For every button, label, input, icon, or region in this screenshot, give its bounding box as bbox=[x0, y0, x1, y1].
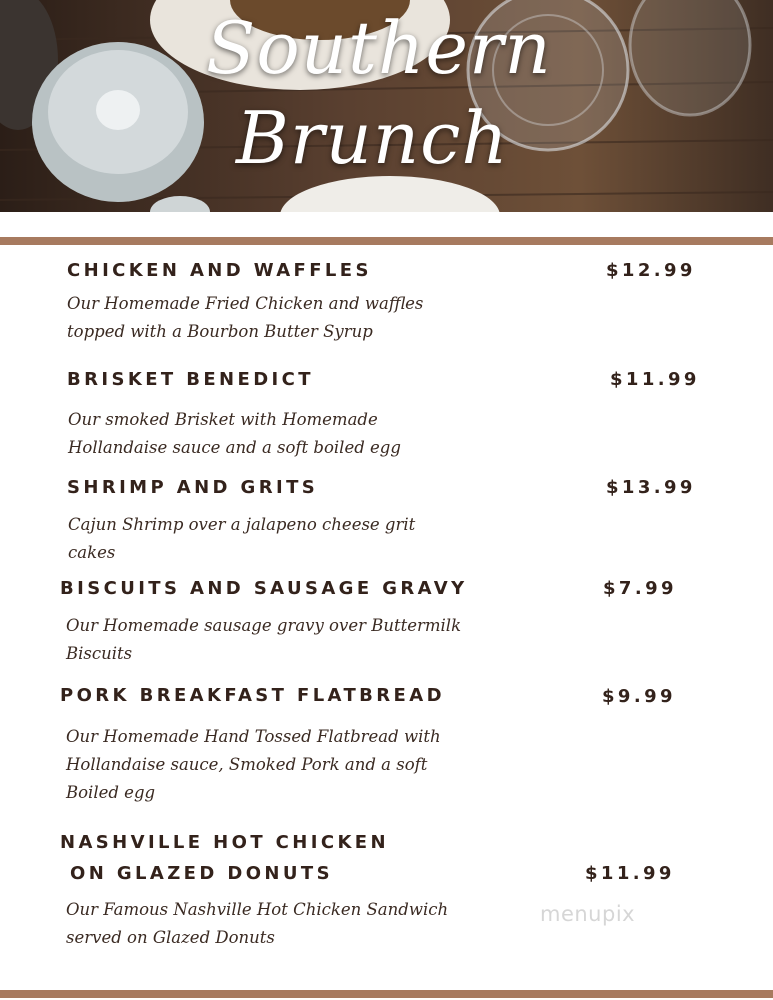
item-description-line: topped with a Bourbon Butter Syrup bbox=[67, 322, 373, 341]
title-line-2: Brunch bbox=[236, 96, 509, 180]
item-price: $13.99 bbox=[606, 477, 696, 498]
item-name: SHRIMP AND GRITS bbox=[67, 477, 319, 498]
item-price: $7.99 bbox=[603, 578, 677, 599]
item-description-line: Biscuits bbox=[66, 644, 133, 663]
item-description-line: Our Homemade Hand Tossed Flatbread with bbox=[66, 727, 441, 746]
bottom-divider bbox=[0, 990, 773, 998]
top-divider bbox=[0, 237, 773, 245]
item-name-line: NASHVILLE HOT CHICKEN bbox=[60, 832, 389, 853]
item-name: BRISKET BENEDICT bbox=[67, 369, 314, 390]
watermark: menupix bbox=[540, 902, 636, 926]
item-description-line: Hollandaise sauce, Smoked Pork and a soft bbox=[66, 755, 428, 774]
item-description-line: Our Homemade Fried Chicken and waffles bbox=[67, 294, 424, 313]
item-description-line: Hollandaise sauce and a soft boiled egg bbox=[68, 438, 401, 457]
item-name-line: ON GLAZED DONUTS bbox=[70, 863, 333, 884]
title-line-1: Southern bbox=[206, 6, 552, 90]
item-price: $12.99 bbox=[606, 260, 696, 281]
item-description-line: Our Homemade sausage gravy over Buttermilk bbox=[66, 616, 462, 635]
header-photo bbox=[0, 0, 773, 212]
item-description-line: served on Glazed Donuts bbox=[66, 928, 275, 947]
item-description-line: Our smoked Brisket with Homemade bbox=[68, 410, 378, 429]
item-name: PORK BREAKFAST FLATBREAD bbox=[60, 685, 445, 706]
item-price: $11.99 bbox=[610, 369, 700, 390]
menu-title bbox=[200, 0, 552, 212]
item-description-line: Boiled egg bbox=[66, 783, 156, 802]
item-description-line: Our Famous Nashville Hot Chicken Sandwich bbox=[66, 900, 449, 919]
item-price: $11.99 bbox=[585, 863, 675, 884]
item-name: BISCUITS AND SAUSAGE GRAVY bbox=[60, 578, 468, 599]
item-name: CHICKEN AND WAFFLES bbox=[67, 260, 372, 281]
item-price: $9.99 bbox=[602, 686, 676, 707]
item-description-line: Cajun Shrimp over a jalapeno cheese grit bbox=[68, 515, 416, 534]
item-description-line: cakes bbox=[68, 543, 116, 562]
